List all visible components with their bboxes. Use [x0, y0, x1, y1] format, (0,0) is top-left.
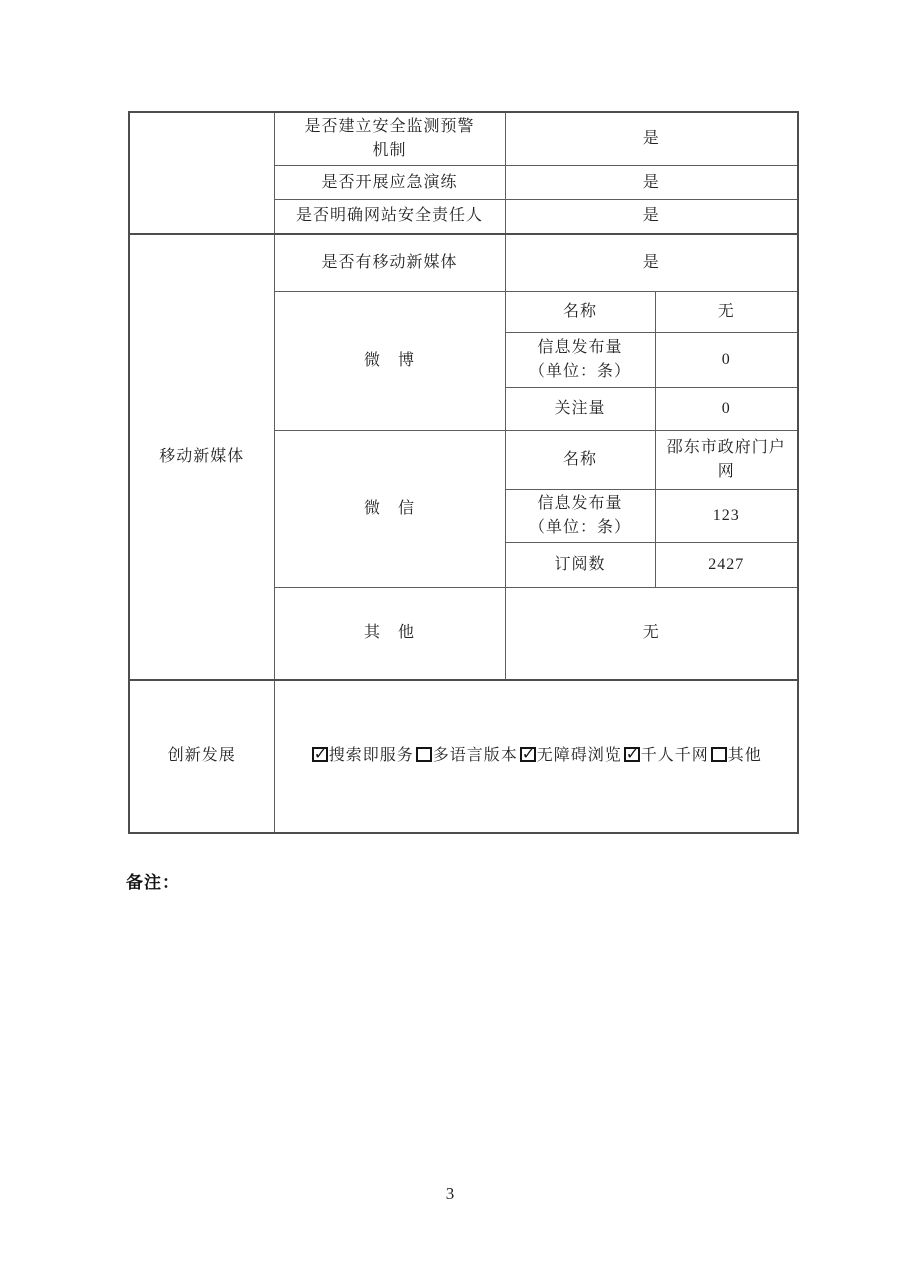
page-number: 3	[445, 1184, 455, 1203]
innovation-option	[518, 744, 622, 768]
security-value-drill: 是	[505, 166, 798, 200]
checkbox-search-as-service-icon	[312, 747, 328, 762]
mobile-media-question-row	[129, 234, 798, 292]
innovation-option-label: 其他	[727, 747, 762, 764]
label-line-1: 信息发布量	[537, 339, 623, 356]
other-media-value: 无	[505, 588, 798, 680]
innovation-option	[709, 744, 762, 768]
wechat-name-value: 邵东市政府门户网	[655, 431, 798, 490]
report-table	[128, 111, 799, 834]
security-label-responsible: 是否明确网站安全责任人	[274, 200, 505, 234]
innovation-option	[414, 744, 518, 768]
label-line-1: 是否建立安全监测预警	[304, 118, 475, 135]
label-line-1: 信息发布量	[537, 495, 623, 512]
innovation-row	[129, 680, 798, 833]
weibo-followers-label: 关注量	[505, 388, 655, 431]
checkbox-multilingual-icon	[416, 747, 432, 762]
innovation-option-label: 搜索即服务	[328, 747, 414, 764]
remarks-label: 备注：	[126, 873, 180, 892]
label-line-2: （单位：条）	[528, 519, 631, 536]
security-value-monitoring: 是	[505, 112, 798, 166]
checkbox-other-icon	[711, 747, 727, 762]
label-line-2: （单位：条）	[528, 363, 631, 380]
wechat-posts-value: 123	[655, 490, 798, 543]
weibo-name-value: 无	[655, 292, 798, 333]
label-line-2: 机制	[372, 142, 407, 159]
security-value-responsible: 是	[505, 200, 798, 234]
has-mobile-media-value: 是	[505, 234, 798, 292]
weibo-followers-value: 0	[655, 388, 798, 431]
innovation-option-label: 无障碍浏览	[536, 747, 622, 764]
weibo-title-cell: 微 博	[274, 292, 505, 431]
wechat-name-label: 名称	[505, 431, 655, 490]
innovation-option	[622, 744, 709, 768]
checkbox-personalization-icon	[624, 747, 640, 762]
category-cell-mobile-media: 移动新媒体	[129, 234, 274, 680]
category-cell-innovation: 创新发展	[129, 680, 274, 833]
innovation-option	[310, 744, 414, 768]
has-mobile-media-label: 是否有移动新媒体	[274, 234, 505, 292]
weibo-posts-label	[505, 333, 655, 388]
security-label-drill: 是否开展应急演练	[274, 166, 505, 200]
other-media-title: 其 他	[274, 588, 505, 680]
weibo-name-label: 名称	[505, 292, 655, 333]
security-row-monitoring	[129, 112, 798, 166]
innovation-options-cell	[274, 680, 798, 833]
security-label-monitoring	[274, 112, 505, 166]
checkbox-accessibility-icon	[520, 747, 536, 762]
category-cell-blank	[129, 112, 274, 234]
wechat-subscribers-value: 2427	[655, 543, 798, 588]
innovation-options-line	[281, 744, 792, 768]
wechat-title-cell: 微 信	[274, 431, 505, 588]
wechat-posts-label	[505, 490, 655, 543]
wechat-subscribers-label: 订阅数	[505, 543, 655, 588]
innovation-option-label: 千人千网	[640, 747, 709, 764]
weibo-posts-value: 0	[655, 333, 798, 388]
innovation-option-label: 多语言版本	[432, 747, 518, 764]
